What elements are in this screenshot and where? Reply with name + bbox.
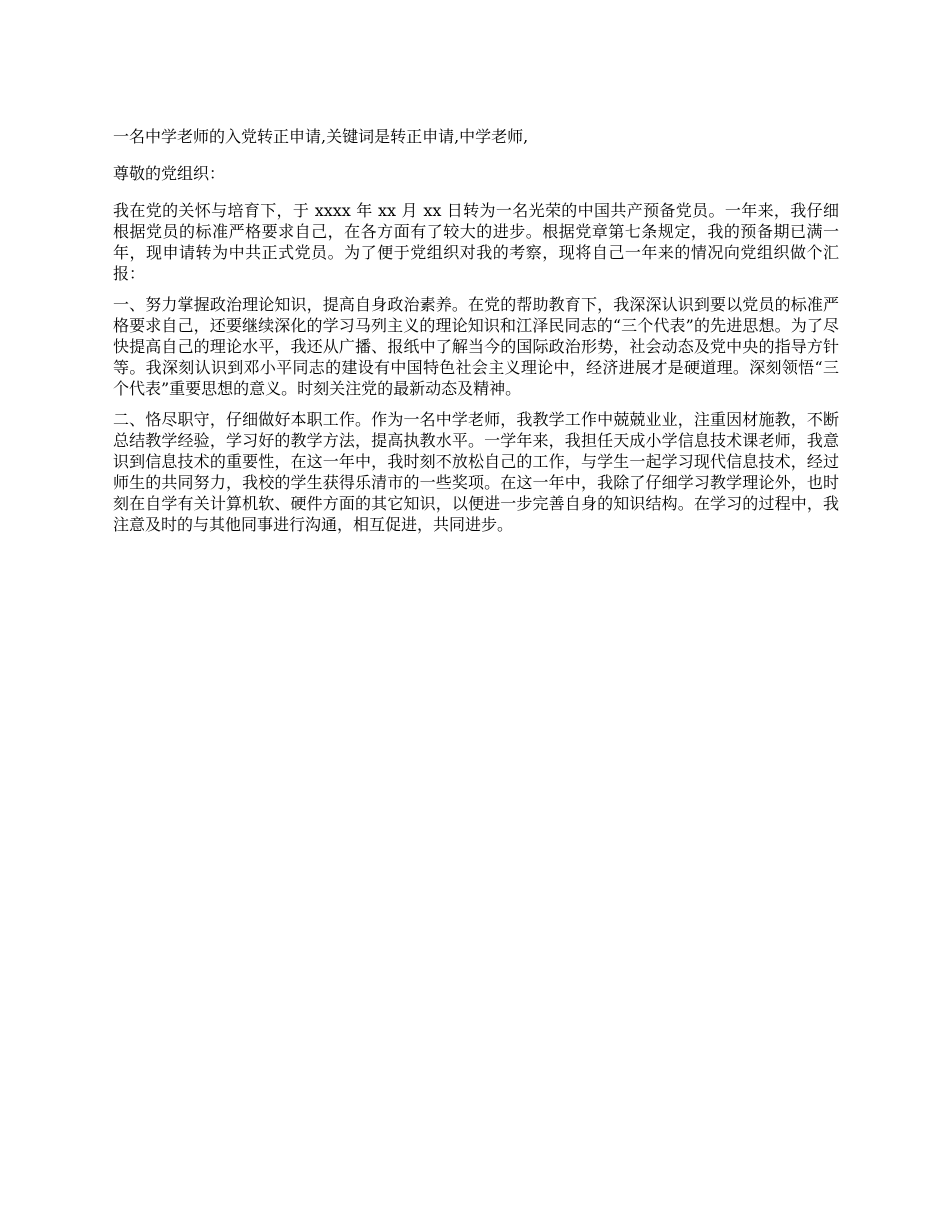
paragraph-work-duties: 二、恪尽职守，仔细做好本职工作。作为一名中学老师，我教学工作中兢兢业业，注重因材施教，不断总结教学经验，学习好的教学方法，提高执教水平。一学年来，我担任天成小学信息技术课老师，我意识到信息技术的重要性，在这一年中，我时刻不放松自己的工作，与学生一起学习现代信息技术，经过师生的共同努力，我校的学生获得乐清市的一些奖项。在这一年中，我除了仔细学习教学理论外，也时刻在自学有关计算机软、硬件方面的其它知识，以便进一步完善自身的知识结构。在学习的过程中，我注意及时的与其他同事进行沟通，相互促进，共同进步。 — [113, 410, 839, 534]
document-title-line: 一名中学老师的入党转正申请,关键词是转正申请,中学老师, — [113, 127, 529, 146]
document-body — [113, 126, 839, 545]
salutation: 尊敬的党组织： — [113, 164, 226, 183]
paragraph-political-theory: 一、努力掌握政治理论知识，提高自身政治素养。在党的帮助教育下，我深深认识到要以党员的标准严格要求自己，还要继续深化的学习马列主义的理论知识和江泽民同志的“三个代表”的先进思想。为了尽快提高自己的理论水平，我还从广播、报纸中了解当今的国际政治形势，社会动态及党中央的指导方针等。我深刻认识到邓小平同志的建设有中国特色社会主义理论中，经济进展才是硬道理。深刻领悟“三个代表”重要思想的意义。时刻关注党的最新动态及精神。 — [113, 295, 839, 398]
paragraph-intro: 我在党的关怀与培育下，于 xxxx 年 xx 月 xx 日转为一名光荣的中国共产预备党员。一年来，我仔细根据党员的标准严格要求自己，在各方面有了较大的进步。根据党章第七条规定，我的预备期已满一年，现申请转为中共正式党员。为了便于党组织对我的考察，现将自己一年来的情况向党组织做个汇报： — [113, 201, 839, 283]
